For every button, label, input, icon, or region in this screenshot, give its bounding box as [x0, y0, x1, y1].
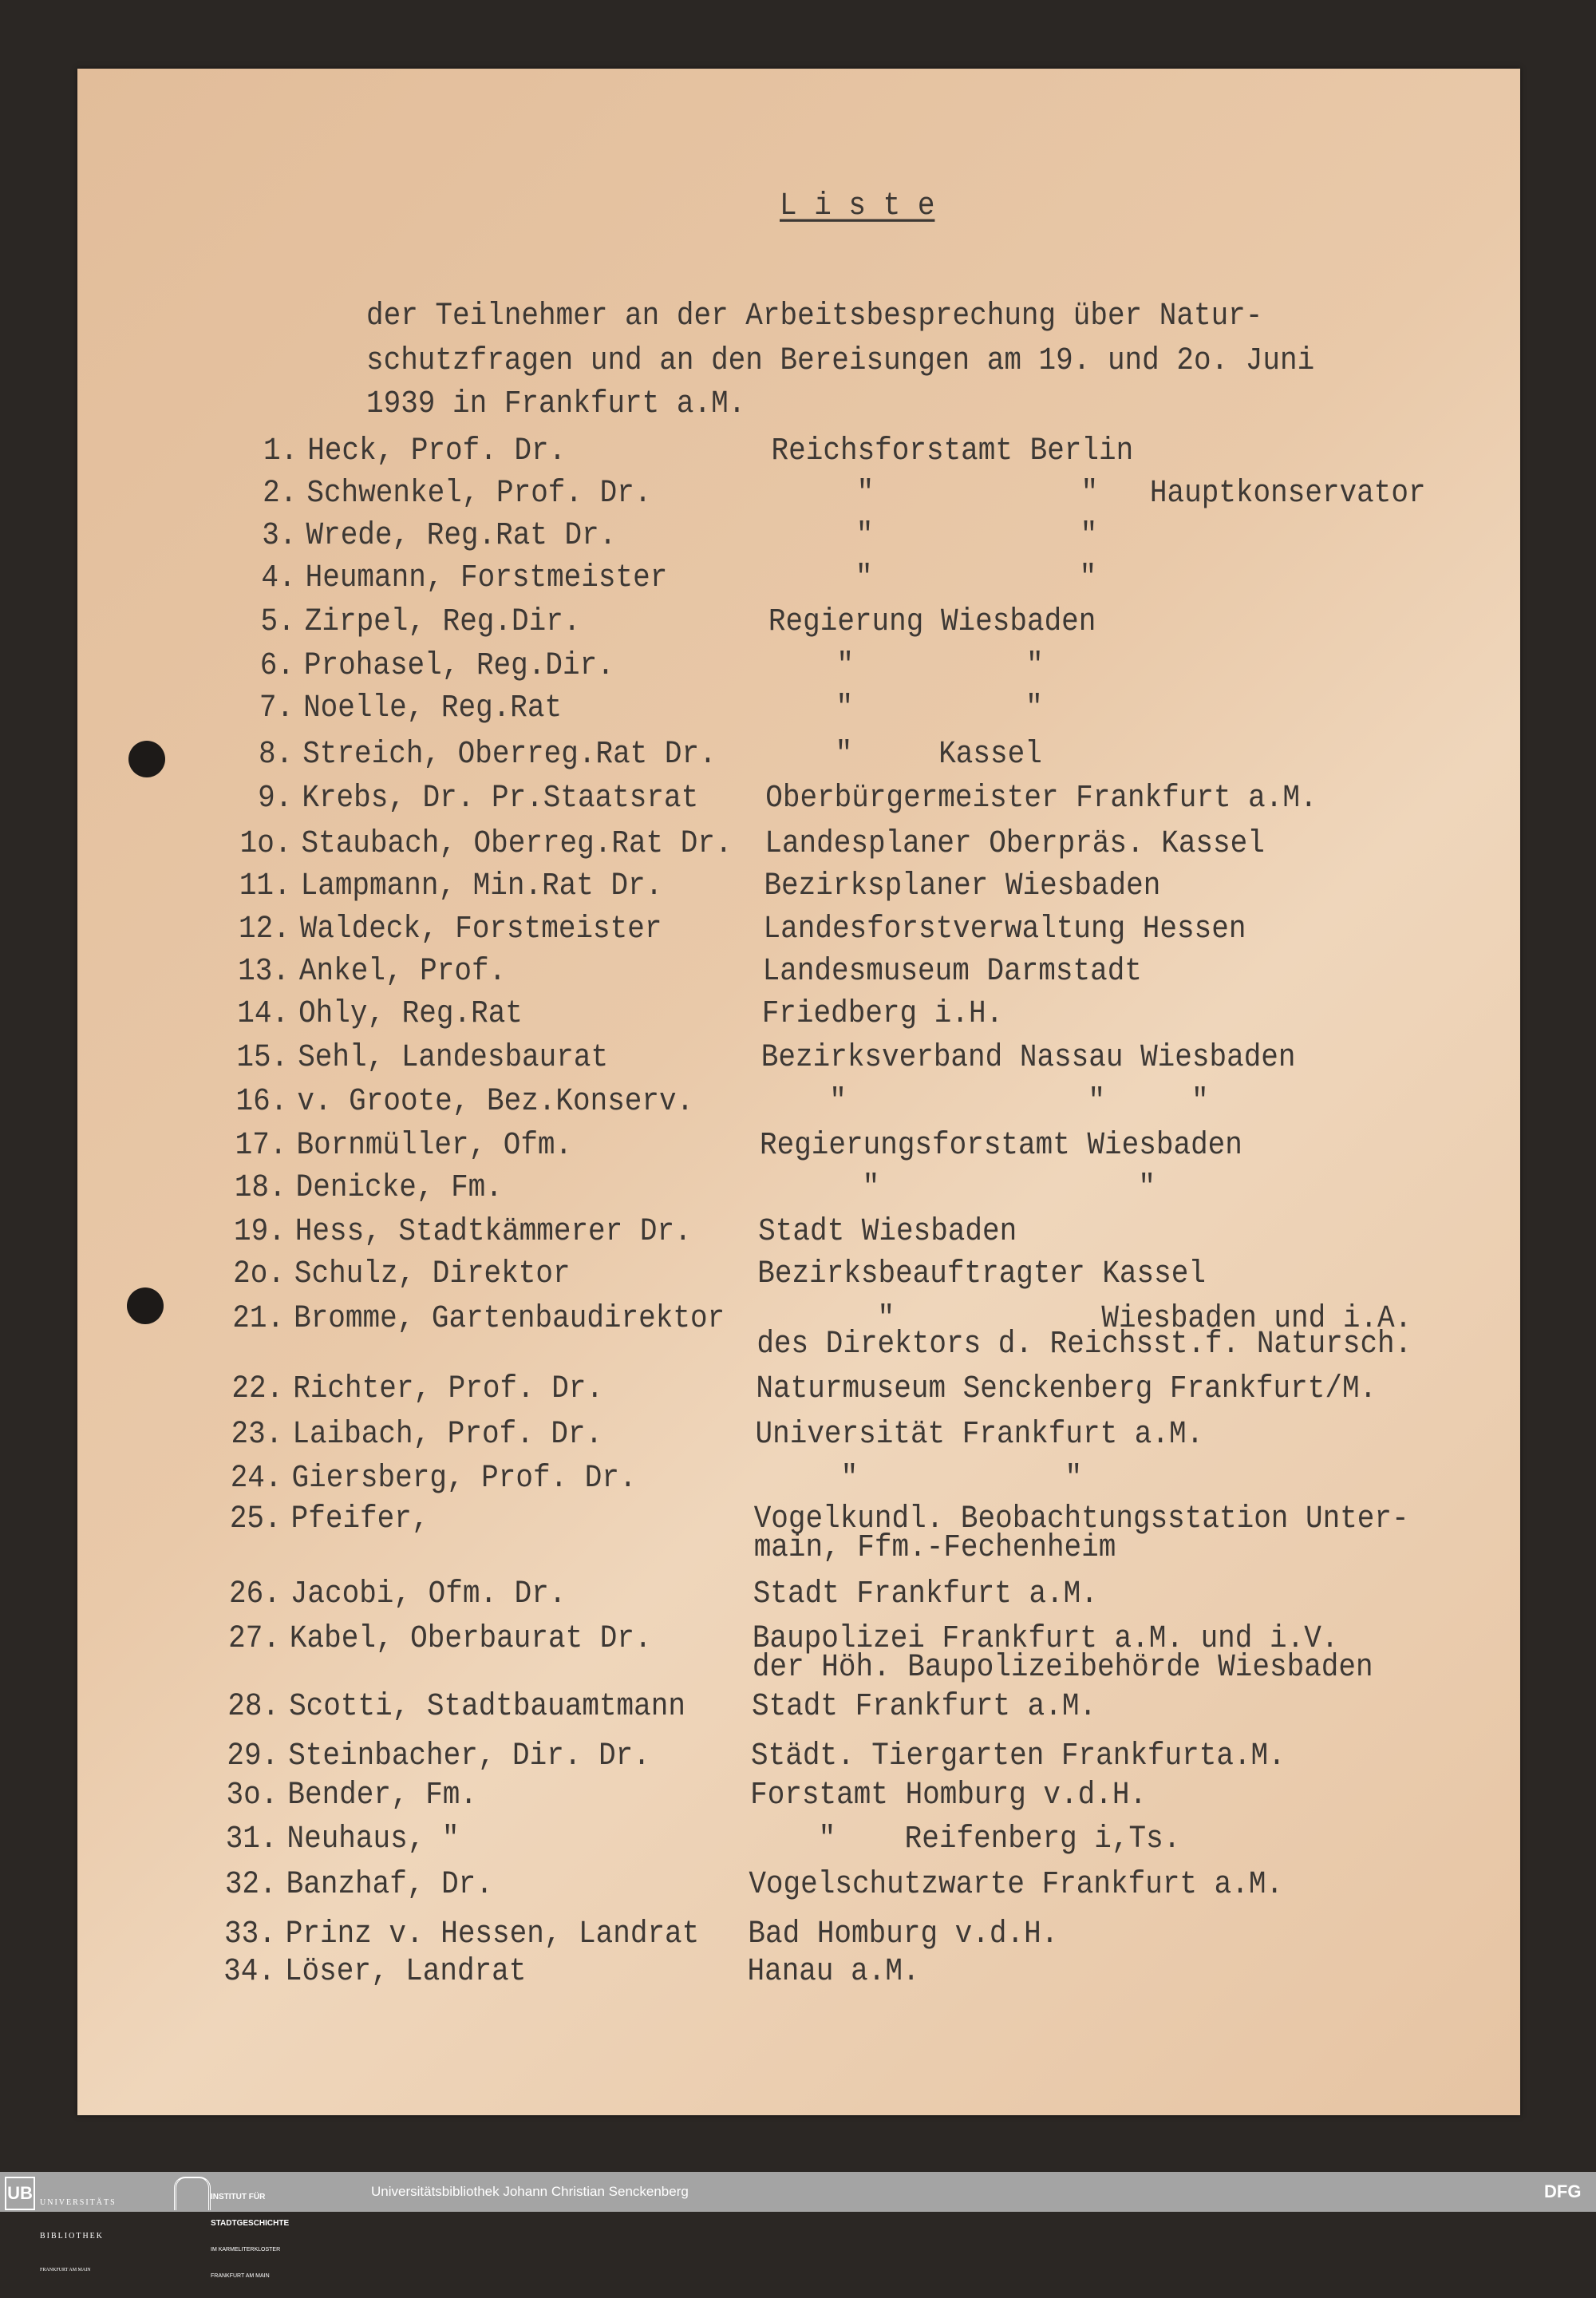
entry-name: Sehl, Landesbaurat [298, 1039, 609, 1076]
entry-number: 34. [223, 1953, 275, 1990]
entry-institution: " " [767, 689, 1043, 726]
entry-name: Bender, Fm. [287, 1777, 477, 1813]
entry-institution: Vogelschutzwarte Frankfurt a.M. [749, 1865, 1284, 1902]
entry-name: Waldeck, Forstmeister [299, 911, 662, 947]
entry-number: 1. [263, 433, 298, 469]
entry-institution: Regierung Wiesbaden [768, 603, 1096, 640]
entry-institution: der Höh. Baupolizeibehörde Wiesbaden [752, 1649, 1373, 1686]
punch-hole [128, 741, 165, 777]
entry-name: Laibach, Prof. Dr. [292, 1415, 603, 1453]
ub-text: FRANKFURT AM MAIN [40, 2268, 91, 2272]
entry-institution: Baupolizei Frankfurt a.M. und i.V. [752, 1620, 1339, 1657]
intro-line: schutzfragen und an den Bereisungen am 19. und 2o. Juni [366, 342, 1315, 378]
ub-text: BIBLIOTHEK [40, 2232, 104, 2241]
entry-name: Richter, Prof. Dr. [293, 1370, 604, 1407]
entry-institution: Bezirksbeauftragter Kassel [757, 1255, 1206, 1291]
entry-name: Lampmann, Min.Rat Dr. [300, 867, 663, 904]
entry-number: 3. [262, 517, 297, 554]
entry-institution: " Reifenberg i,Ts. [749, 1821, 1181, 1857]
entry-name: Heck, Prof. Dr. [307, 433, 567, 469]
entry-institution: " " [768, 560, 1097, 596]
entry-institution: Oberbürgermeister Frankfurt a.M. [765, 780, 1317, 817]
entry-name: Ohly, Reg.Rat [298, 995, 523, 1032]
document-title: L i s t e [780, 187, 935, 223]
entry-number: 27. [228, 1620, 280, 1657]
entry-institution: Stadt Frankfurt a.M. [753, 1575, 1098, 1612]
ub-text: UNIVERSITÄTS [40, 2198, 117, 2207]
entry-number: 15. [236, 1039, 289, 1076]
entry-number: 2o. [233, 1255, 285, 1291]
entry-number: 32. [224, 1865, 277, 1902]
isg-text: STADTGESCHICHTE [211, 2219, 290, 2228]
entry-institution: Forstamt Homburg v.d.H. [750, 1777, 1148, 1813]
entry-institution: Bezirksplaner Wiesbaden [764, 867, 1161, 904]
entry-number: 14. [237, 995, 290, 1032]
entry-name: Hess, Stadtkämmerer Dr. [294, 1212, 692, 1249]
entry-institution: " " [769, 517, 1098, 554]
library-name: Universitätsbibliothek Johann Christian Senckenberg [371, 2184, 689, 2199]
entry-institution: Stadt Wiesbaden [758, 1212, 1017, 1249]
entry-number: 28. [227, 1687, 280, 1725]
entry-number: 5. [260, 603, 295, 640]
isg-text: INSTITUT FÜR [211, 2193, 266, 2201]
entry-institution: Regierungsforstamt Wiesbaden [759, 1126, 1242, 1163]
isg-text: FRANKFURT AM MAIN [211, 2273, 270, 2279]
entry-institution: Bezirksverband Nassau Wiesbaden [760, 1039, 1296, 1076]
entry-name: Denicke, Fm. [295, 1169, 503, 1205]
entry-number: 7. [259, 689, 294, 726]
entry-number: 31. [225, 1821, 278, 1857]
entry-name: Staubach, Oberreg.Rat Dr. [301, 825, 733, 861]
dfg-logo: DFG [1544, 2181, 1582, 2201]
isg-logo [174, 2177, 211, 2210]
entry-name: Jacobi, Ofm. Dr. [290, 1575, 567, 1612]
entry-number: 4. [261, 560, 296, 596]
entry-institution: Landesmuseum Darmstadt [762, 953, 1142, 990]
entry-number: 16. [235, 1082, 288, 1120]
entry-number: 12. [238, 911, 290, 947]
entry-number: 17. [235, 1126, 287, 1163]
entry-institution: Reichsforstamt Berlin [771, 433, 1134, 469]
entry-name: Löser, Landrat [284, 1953, 527, 1990]
entry-institution: Landesplaner Oberpräs. Kassel [764, 825, 1265, 861]
entry-institution: " " [754, 1459, 1083, 1496]
entry-institution: " " [759, 1169, 1156, 1205]
entry-number: 21. [232, 1300, 285, 1337]
entry-name: Wrede, Reg.Rat Dr. [306, 517, 617, 554]
entry-institution: " " [767, 647, 1044, 684]
entry-number: 3o. [226, 1777, 279, 1813]
entry-number: 13. [238, 953, 290, 990]
entry-name: Bornmüller, Ofm. [296, 1126, 573, 1163]
entry-number: 24. [230, 1459, 282, 1496]
entry-institution: " " " [760, 1082, 1209, 1120]
entry-name: Heumann, Forstmeister [305, 560, 668, 596]
entry-institution: Vogelkundl. Beobachtungsstation Unter- [753, 1500, 1409, 1537]
footer-bar [0, 2172, 1596, 2279]
document-page [77, 69, 1520, 2115]
entry-name: Scotti, Stadtbauamtmann [289, 1687, 685, 1725]
entry-institution: Städt. Tiergarten Frankfurta.M. [751, 1737, 1286, 1774]
entry-name: Kabel, Oberbaurat Dr. [289, 1620, 652, 1657]
entry-institution: des Direktors d. Reichsst.f. Natursch. [757, 1326, 1412, 1363]
entry-number: 11. [239, 867, 291, 904]
entry-number: 1o. [239, 825, 292, 861]
punch-hole [127, 1287, 164, 1324]
entry-number: 29. [227, 1737, 279, 1774]
entry-number: 33. [223, 1915, 276, 1952]
intro-line: 1939 in Frankfurt a.M. [366, 385, 746, 421]
entry-number: 23. [231, 1415, 283, 1453]
entry-number: 8. [258, 736, 294, 773]
intro-line: der Teilnehmer an der Arbeitsbesprechung über Natur- [366, 297, 1263, 334]
entry-name: Steinbacher, Dir. Dr. [288, 1737, 650, 1774]
entry-institution: Stadt Frankfurt a.M. [751, 1687, 1097, 1725]
entry-institution: main, Ffm.-Fechenheim [753, 1529, 1116, 1566]
entry-name: Prinz v. Hessen, Landrat [285, 1915, 700, 1952]
entry-number: 19. [233, 1212, 286, 1249]
entry-institution: Hanau a.M. [747, 1953, 920, 1990]
entry-name: Streich, Oberreg.Rat Dr. [302, 736, 717, 773]
entry-institution: Naturmuseum Senckenberg Frankfurt/M. [756, 1370, 1377, 1407]
entry-institution: " Wiesbaden und i.A. [757, 1300, 1412, 1337]
entry-name: Noelle, Reg.Rat [303, 689, 563, 726]
entry-name: Schulz, Direktor [294, 1255, 571, 1291]
entry-name: Schwenkel, Prof. Dr. [306, 475, 652, 512]
entry-number: 18. [234, 1169, 286, 1205]
entry-number: 25. [229, 1500, 282, 1537]
entry-name: Zirpel, Reg.Dir. [304, 603, 581, 640]
entry-name: Pfeifer, [290, 1500, 429, 1537]
entry-institution: Friedberg i.H. [761, 995, 1004, 1032]
entry-name: Giersberg, Prof. Dr. [291, 1459, 637, 1496]
entry-number: 22. [231, 1370, 284, 1407]
entry-institution: Landesforstverwaltung Hessen [763, 911, 1246, 947]
isg-text: IM KARMELITERKLOSTER [211, 2247, 281, 2253]
entry-number: 2. [263, 475, 298, 512]
entry-name: Banzhaf, Dr. [286, 1865, 493, 1902]
entry-number: 6. [259, 647, 294, 684]
entry-name: Krebs, Dr. Pr.Staatsrat [302, 780, 699, 817]
entry-institution: Universität Frankfurt a.M. [755, 1415, 1204, 1453]
entry-number: 9. [258, 780, 293, 817]
ub-logo: UB [5, 2177, 35, 2210]
entry-institution: " Kassel [766, 736, 1042, 773]
entry-name: Neuhaus, " [286, 1821, 460, 1857]
entry-name: v. Groote, Bez.Konserv. [297, 1082, 694, 1120]
entry-name: Prohasel, Reg.Dir. [303, 647, 614, 684]
entry-number: 26. [228, 1575, 281, 1612]
entry-name: Bromme, Gartenbaudirektor [294, 1300, 725, 1337]
entry-institution: Bad Homburg v.d.H. [748, 1915, 1059, 1952]
entry-name: Ankel, Prof. [298, 953, 507, 990]
entry-institution: " " Hauptkonservator [770, 475, 1426, 512]
